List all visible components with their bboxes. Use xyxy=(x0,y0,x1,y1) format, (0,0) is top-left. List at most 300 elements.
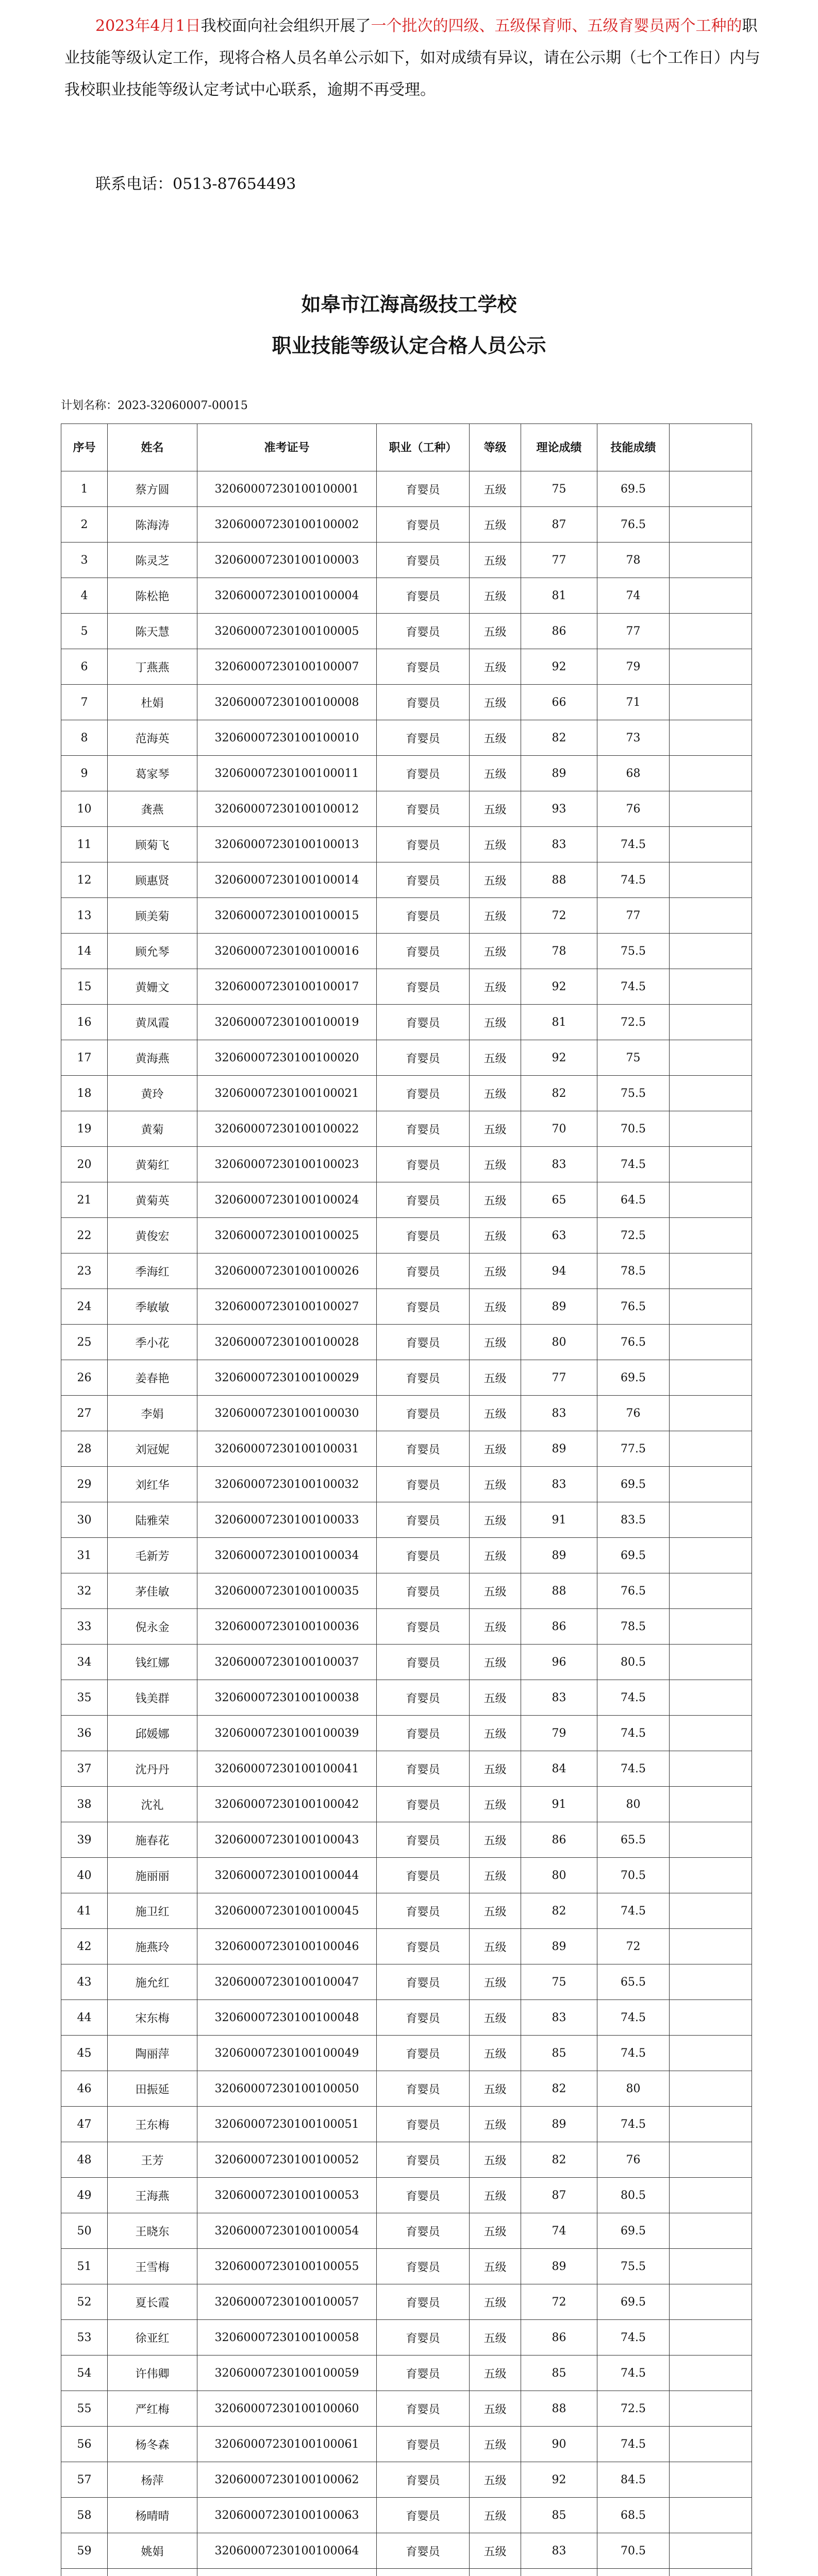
cell-ticket-number: 32060007230100100013 xyxy=(197,827,377,862)
cell-level: 五级 xyxy=(470,1751,521,1787)
cell-index: 39 xyxy=(61,1822,108,1858)
cell-index: 40 xyxy=(61,1858,108,1893)
cell-ticket-number: 32060007230100100030 xyxy=(197,1396,377,1431)
cell-blank xyxy=(670,2462,752,2498)
table-row xyxy=(61,1218,752,1253)
cell-theory-score: 75 xyxy=(521,471,597,507)
cell-theory-score: 82 xyxy=(521,1893,597,1929)
cell-name: 钱美群 xyxy=(108,1680,197,1716)
cell-skill-score: 76 xyxy=(597,791,670,827)
cell-index: 42 xyxy=(61,1929,108,1964)
cell-skill-score: 74.5 xyxy=(597,1751,670,1787)
cell-ticket-number: 32060007230100100033 xyxy=(197,1502,377,1538)
cell-index: 38 xyxy=(61,1787,108,1822)
header-occupation: 职业（工种） xyxy=(377,424,470,471)
cell-name: 姚娟 xyxy=(108,2533,197,2569)
cell-level: 五级 xyxy=(470,1467,521,1502)
cell-index: 18 xyxy=(61,1076,108,1111)
cell-occupation: 育婴员 xyxy=(377,1040,470,1076)
table-row xyxy=(61,543,752,578)
cell-occupation: 育婴员 xyxy=(377,471,470,507)
cell-skill-score: 69.5 xyxy=(597,2213,670,2249)
table-row xyxy=(61,1893,752,1929)
cell-occupation: 育婴员 xyxy=(377,2107,470,2142)
header-name: 姓名 xyxy=(108,424,197,471)
cell-blank xyxy=(670,1147,752,1182)
cell-name: 黄俊宏 xyxy=(108,1218,197,1253)
cell-ticket-number: 32060007230100100059 xyxy=(197,2355,377,2391)
table-row xyxy=(61,649,752,685)
cell-index: 4 xyxy=(61,578,108,614)
cell-occupation: 育婴员 xyxy=(377,1431,470,1467)
cell-index: 15 xyxy=(61,969,108,1005)
cell-theory-score: 89 xyxy=(521,2249,597,2284)
cell-skill-score: 79 xyxy=(597,649,670,685)
table-row xyxy=(61,2391,752,2427)
cell-ticket-number: 32060007230100100053 xyxy=(197,2178,377,2213)
cell-theory-score: 66 xyxy=(521,685,597,720)
cell-index: 59 xyxy=(61,2533,108,2569)
cell-level: 五级 xyxy=(470,543,521,578)
cell-name: 范海英 xyxy=(108,720,197,756)
cell-occupation: 育婴员 xyxy=(377,1964,470,2000)
cell-level: 五级 xyxy=(470,1325,521,1360)
cell-level: 五级 xyxy=(470,2391,521,2427)
table-row xyxy=(61,1964,752,2000)
cell-skill-score: 77 xyxy=(597,614,670,649)
cell-theory-score: 85 xyxy=(521,2355,597,2391)
cell-occupation xyxy=(377,2569,470,2576)
cell-ticket-number: 32060007230100100022 xyxy=(197,1111,377,1147)
cell-name: 邱媛娜 xyxy=(108,1716,197,1751)
table-row xyxy=(61,1502,752,1538)
announcement-text-1: 我校面向社会组织开展了 xyxy=(201,17,371,35)
cell-ticket-number: 32060007230100100031 xyxy=(197,1431,377,1467)
cell-level: 五级 xyxy=(470,2498,521,2533)
table-row xyxy=(61,2178,752,2213)
cell-level: 五级 xyxy=(470,2249,521,2284)
cell-index: 43 xyxy=(61,1964,108,2000)
cell-level: 五级 xyxy=(470,1645,521,1680)
cell-skill-score: 78 xyxy=(597,543,670,578)
table-row xyxy=(61,1360,752,1396)
table-row xyxy=(61,2036,752,2071)
table-row xyxy=(61,898,752,934)
table-row xyxy=(61,1716,752,1751)
cell-occupation: 育婴员 xyxy=(377,2000,470,2036)
cell-ticket-number: 32060007230100100047 xyxy=(197,1964,377,2000)
cell-occupation: 育婴员 xyxy=(377,1680,470,1716)
table-row xyxy=(61,1822,752,1858)
cell-theory-score: 82 xyxy=(521,720,597,756)
cell-skill-score: 74.5 xyxy=(597,827,670,862)
cell-blank xyxy=(670,1076,752,1111)
cell-index: 10 xyxy=(61,791,108,827)
cell-occupation: 育婴员 xyxy=(377,827,470,862)
table-row xyxy=(61,2498,752,2533)
cell-index: 50 xyxy=(61,2213,108,2249)
cell-theory-score: 88 xyxy=(521,1573,597,1609)
cell-name: 顾惠贤 xyxy=(108,862,197,898)
cell-occupation: 育婴员 xyxy=(377,1787,470,1822)
cell-occupation: 育婴员 xyxy=(377,2178,470,2213)
cell-theory-score: 72 xyxy=(521,2284,597,2320)
cell-skill-score: 74.5 xyxy=(597,1680,670,1716)
cell-ticket-number: 32060007230100100017 xyxy=(197,969,377,1005)
cell-theory-score: 91 xyxy=(521,1787,597,1822)
header-skill-score: 技能成绩 xyxy=(597,424,670,471)
table-row xyxy=(61,756,752,791)
cell-occupation: 育婴员 xyxy=(377,2142,470,2178)
cell-name: 毛新芳 xyxy=(108,1538,197,1573)
cell-occupation: 育婴员 xyxy=(377,1076,470,1111)
cell-theory-score xyxy=(521,2569,597,2576)
cell-index: 52 xyxy=(61,2284,108,2320)
announcement-paragraph xyxy=(64,10,768,106)
cell-occupation: 育婴员 xyxy=(377,2427,470,2462)
cell-blank xyxy=(670,1538,752,1573)
cell-level: 五级 xyxy=(470,1040,521,1076)
cell-index: 36 xyxy=(61,1716,108,1751)
cell-theory-score: 86 xyxy=(521,614,597,649)
cell-level: 五级 xyxy=(470,2355,521,2391)
cell-level: 五级 xyxy=(470,756,521,791)
header-theory-score: 理论成绩 xyxy=(521,424,597,471)
cell-theory-score: 92 xyxy=(521,649,597,685)
table-row xyxy=(61,2355,752,2391)
cell-skill-score: 64.5 xyxy=(597,1182,670,1218)
cell-blank xyxy=(670,685,752,720)
cell-blank xyxy=(670,862,752,898)
cell-theory-score: 92 xyxy=(521,2462,597,2498)
cell-theory-score: 93 xyxy=(521,791,597,827)
cell-skill-score: 73 xyxy=(597,720,670,756)
table-row xyxy=(61,578,752,614)
cell-theory-score: 80 xyxy=(521,1325,597,1360)
cell-skill-score: 74 xyxy=(597,578,670,614)
cell-theory-score: 65 xyxy=(521,1182,597,1218)
table-row xyxy=(61,1396,752,1431)
cell-blank xyxy=(670,2533,752,2569)
cell-ticket-number: 32060007230100100032 xyxy=(197,1467,377,1502)
cell-skill-score: 80.5 xyxy=(597,1645,670,1680)
cell-skill-score: 80.5 xyxy=(597,2178,670,2213)
cell-theory-score: 77 xyxy=(521,1360,597,1396)
cell-level: 五级 xyxy=(470,1431,521,1467)
cell-name: 施燕玲 xyxy=(108,1929,197,1964)
table-row xyxy=(61,1111,752,1147)
cell-name: 顾允琴 xyxy=(108,934,197,969)
table-row xyxy=(61,2462,752,2498)
cell-occupation: 育婴员 xyxy=(377,1609,470,1645)
cell-theory-score: 63 xyxy=(521,1218,597,1253)
cell-index: 45 xyxy=(61,2036,108,2071)
cell-skill-score: 74.5 xyxy=(597,969,670,1005)
cell-blank xyxy=(670,969,752,1005)
cell-ticket-number: 32060007230100100034 xyxy=(197,1538,377,1573)
cell-level: 五级 xyxy=(470,1929,521,1964)
cell-skill-score: 74.5 xyxy=(597,2000,670,2036)
cell-level: 五级 xyxy=(470,1360,521,1396)
cell-index: 35 xyxy=(61,1680,108,1716)
cell-blank xyxy=(670,1858,752,1893)
table-row xyxy=(61,2284,752,2320)
cell-name: 刘冠妮 xyxy=(108,1431,197,1467)
cell-occupation: 育婴员 xyxy=(377,1858,470,1893)
cell-index: 33 xyxy=(61,1609,108,1645)
cell-level: 五级 xyxy=(470,1218,521,1253)
cell-occupation: 育婴员 xyxy=(377,791,470,827)
cell-level: 五级 xyxy=(470,1858,521,1893)
cell-occupation: 育婴员 xyxy=(377,1289,470,1325)
cell-ticket-number: 32060007230100100054 xyxy=(197,2213,377,2249)
cell-ticket-number: 32060007230100100011 xyxy=(197,756,377,791)
cell-skill-score: 78.5 xyxy=(597,1253,670,1289)
cell-level: 五级 xyxy=(470,2142,521,2178)
cell-index: 1 xyxy=(61,471,108,507)
cell-skill-score: 76.5 xyxy=(597,507,670,543)
cell-occupation: 育婴员 xyxy=(377,1467,470,1502)
cell-ticket-number: 32060007230100100041 xyxy=(197,1751,377,1787)
cell-level: 五级 xyxy=(470,827,521,862)
cell-theory-score: 89 xyxy=(521,1431,597,1467)
cell-index: 12 xyxy=(61,862,108,898)
cell-blank xyxy=(670,2355,752,2391)
cell-index: 3 xyxy=(61,543,108,578)
cell-skill-score: 75.5 xyxy=(597,1076,670,1111)
cell-name: 黄菊红 xyxy=(108,1147,197,1182)
cell-occupation: 育婴员 xyxy=(377,2284,470,2320)
cell-blank xyxy=(670,1289,752,1325)
cell-blank xyxy=(670,2000,752,2036)
cell-ticket-number xyxy=(197,2569,377,2576)
cell-level: 五级 xyxy=(470,2213,521,2249)
cell-name: 宋东梅 xyxy=(108,2000,197,2036)
cell-name: 丁燕燕 xyxy=(108,649,197,685)
cell-blank xyxy=(670,756,752,791)
cell-ticket-number: 32060007230100100035 xyxy=(197,1573,377,1609)
cell-occupation: 育婴员 xyxy=(377,756,470,791)
cell-occupation: 育婴员 xyxy=(377,1751,470,1787)
cell-index: 56 xyxy=(61,2427,108,2462)
cell-ticket-number: 32060007230100100021 xyxy=(197,1076,377,1111)
cell-blank xyxy=(670,649,752,685)
cell-index: 29 xyxy=(61,1467,108,1502)
cell-name: 王晓东 xyxy=(108,2213,197,2249)
document-title: 职业技能等级认定合格人员公示 xyxy=(272,334,546,357)
plan-name: 计划名称：2023-32060007-00015 xyxy=(61,399,248,412)
cell-ticket-number: 32060007230100100052 xyxy=(197,2142,377,2178)
cell-theory-score: 88 xyxy=(521,862,597,898)
cell-level: 五级 xyxy=(470,2533,521,2569)
table-row xyxy=(61,2213,752,2249)
cell-skill-score: 74.5 xyxy=(597,1147,670,1182)
cell-index: 9 xyxy=(61,756,108,791)
cell-theory-score: 81 xyxy=(521,578,597,614)
cell-level: 五级 xyxy=(470,791,521,827)
cell-skill-score: 74.5 xyxy=(597,2107,670,2142)
cell-blank xyxy=(670,1716,752,1751)
cell-name: 王东梅 xyxy=(108,2107,197,2142)
cell-theory-score: 80 xyxy=(521,1858,597,1893)
cell-theory-score: 92 xyxy=(521,969,597,1005)
cell-theory-score: 83 xyxy=(521,1680,597,1716)
table-row xyxy=(61,1040,752,1076)
cell-blank xyxy=(670,1751,752,1787)
cell-occupation: 育婴员 xyxy=(377,578,470,614)
table-row xyxy=(61,2071,752,2107)
cell-name: 季敏敏 xyxy=(108,1289,197,1325)
cell-level: 五级 xyxy=(470,898,521,934)
table-row xyxy=(61,2569,752,2576)
cell-name: 夏长霞 xyxy=(108,2284,197,2320)
cell-level: 五级 xyxy=(470,969,521,1005)
table-body xyxy=(61,471,752,2576)
cell-level: 五级 xyxy=(470,2284,521,2320)
cell-occupation: 育婴员 xyxy=(377,2320,470,2355)
cell-level: 五级 xyxy=(470,578,521,614)
cell-index: 55 xyxy=(61,2391,108,2427)
table-row xyxy=(61,1289,752,1325)
cell-occupation: 育婴员 xyxy=(377,1111,470,1147)
table-row xyxy=(61,685,752,720)
cell-name: 黄姗文 xyxy=(108,969,197,1005)
cell-ticket-number: 32060007230100100046 xyxy=(197,1929,377,1964)
cell-blank xyxy=(670,791,752,827)
table-row xyxy=(61,2533,752,2569)
cell-ticket-number: 32060007230100100008 xyxy=(197,685,377,720)
cell-ticket-number: 32060007230100100050 xyxy=(197,2071,377,2107)
cell-skill-score: 74.5 xyxy=(597,1893,670,1929)
table-row xyxy=(61,1858,752,1893)
cell-name: 陶丽萍 xyxy=(108,2036,197,2071)
cell-occupation: 育婴员 xyxy=(377,1325,470,1360)
cell-skill-score: 74.5 xyxy=(597,1716,670,1751)
cell-theory-score: 85 xyxy=(521,2036,597,2071)
table-row xyxy=(61,1467,752,1502)
header-index: 序号 xyxy=(61,424,108,471)
cell-ticket-number: 32060007230100100012 xyxy=(197,791,377,827)
cell-blank xyxy=(670,1040,752,1076)
cell-level: 五级 xyxy=(470,1964,521,2000)
cell-ticket-number: 32060007230100100014 xyxy=(197,862,377,898)
table-row xyxy=(61,471,752,507)
cell-blank xyxy=(670,1467,752,1502)
cell-occupation: 育婴员 xyxy=(377,862,470,898)
cell-skill-score: 68.5 xyxy=(597,2498,670,2533)
cell-occupation: 育婴员 xyxy=(377,1182,470,1218)
cell-blank xyxy=(670,1929,752,1964)
cell-skill-score: 84.5 xyxy=(597,2462,670,2498)
cell-skill-score xyxy=(597,2569,670,2576)
cell-level: 五级 xyxy=(470,2427,521,2462)
cell-skill-score: 74.5 xyxy=(597,2355,670,2391)
table-row xyxy=(61,1929,752,1964)
cell-blank xyxy=(670,471,752,507)
cell-level: 五级 xyxy=(470,2071,521,2107)
cell-name: 陈海涛 xyxy=(108,507,197,543)
cell-skill-score: 72.5 xyxy=(597,1218,670,1253)
cell-name: 田振延 xyxy=(108,2071,197,2107)
table-row xyxy=(61,507,752,543)
cell-skill-score: 76.5 xyxy=(597,1573,670,1609)
table-row xyxy=(61,1751,752,1787)
cell-theory-score: 92 xyxy=(521,1040,597,1076)
cell-level: 五级 xyxy=(470,2178,521,2213)
table-row xyxy=(61,1147,752,1182)
cell-occupation: 育婴员 xyxy=(377,1147,470,1182)
cell-ticket-number: 32060007230100100038 xyxy=(197,1680,377,1716)
cell-name: 陈天慧 xyxy=(108,614,197,649)
cell-index xyxy=(61,2569,108,2576)
cell-name: 顾美菊 xyxy=(108,898,197,934)
cell-index: 47 xyxy=(61,2107,108,2142)
cell-theory-score: 89 xyxy=(521,2107,597,2142)
cell-ticket-number: 32060007230100100063 xyxy=(197,2498,377,2533)
table-row xyxy=(61,1005,752,1040)
cell-name: 施卫红 xyxy=(108,1893,197,1929)
cell-theory-score: 70 xyxy=(521,1111,597,1147)
table-row xyxy=(61,791,752,827)
cell-level: 五级 xyxy=(470,1147,521,1182)
table-header-row xyxy=(61,424,752,471)
cell-name: 龚燕 xyxy=(108,791,197,827)
cell-level: 五级 xyxy=(470,1822,521,1858)
cell-skill-score: 69.5 xyxy=(597,471,670,507)
cell-index: 41 xyxy=(61,1893,108,1929)
cell-index: 2 xyxy=(61,507,108,543)
cell-ticket-number: 32060007230100100001 xyxy=(197,471,377,507)
cell-blank xyxy=(670,1325,752,1360)
cell-theory-score: 83 xyxy=(521,1467,597,1502)
table-row xyxy=(61,2142,752,2178)
table-row xyxy=(61,1325,752,1360)
table-row xyxy=(61,2000,752,2036)
cell-occupation: 育婴员 xyxy=(377,1005,470,1040)
cell-blank xyxy=(670,2249,752,2284)
cell-blank xyxy=(670,2142,752,2178)
cell-name: 陈灵芝 xyxy=(108,543,197,578)
cell-occupation: 育婴员 xyxy=(377,1716,470,1751)
announcement-highlight: 一个批次的四级、五级保育师、五级育婴员两个工种的 xyxy=(371,17,742,35)
cell-ticket-number: 32060007230100100064 xyxy=(197,2533,377,2569)
cell-theory-score: 81 xyxy=(521,1005,597,1040)
cell-name: 施春花 xyxy=(108,1822,197,1858)
cell-ticket-number: 32060007230100100051 xyxy=(197,2107,377,2142)
cell-name: 黄凤霞 xyxy=(108,1005,197,1040)
cell-theory-score: 78 xyxy=(521,934,597,969)
cell-level: 五级 xyxy=(470,720,521,756)
cell-blank xyxy=(670,1360,752,1396)
cell-blank xyxy=(670,827,752,862)
cell-skill-score: 72.5 xyxy=(597,1005,670,1040)
cell-name: 刘红华 xyxy=(108,1467,197,1502)
cell-blank xyxy=(670,2284,752,2320)
cell-blank xyxy=(670,2569,752,2576)
cell-ticket-number: 32060007230100100020 xyxy=(197,1040,377,1076)
cell-level: 五级 xyxy=(470,1396,521,1431)
table-row xyxy=(61,1538,752,1573)
cell-name: 钱红娜 xyxy=(108,1645,197,1680)
cell-level: 五级 xyxy=(470,1502,521,1538)
cell-index: 22 xyxy=(61,1218,108,1253)
table-row xyxy=(61,1076,752,1111)
cell-theory-score: 72 xyxy=(521,898,597,934)
cell-occupation: 育婴员 xyxy=(377,2498,470,2533)
cell-ticket-number: 32060007230100100026 xyxy=(197,1253,377,1289)
cell-index: 11 xyxy=(61,827,108,862)
cell-ticket-number: 32060007230100100019 xyxy=(197,1005,377,1040)
